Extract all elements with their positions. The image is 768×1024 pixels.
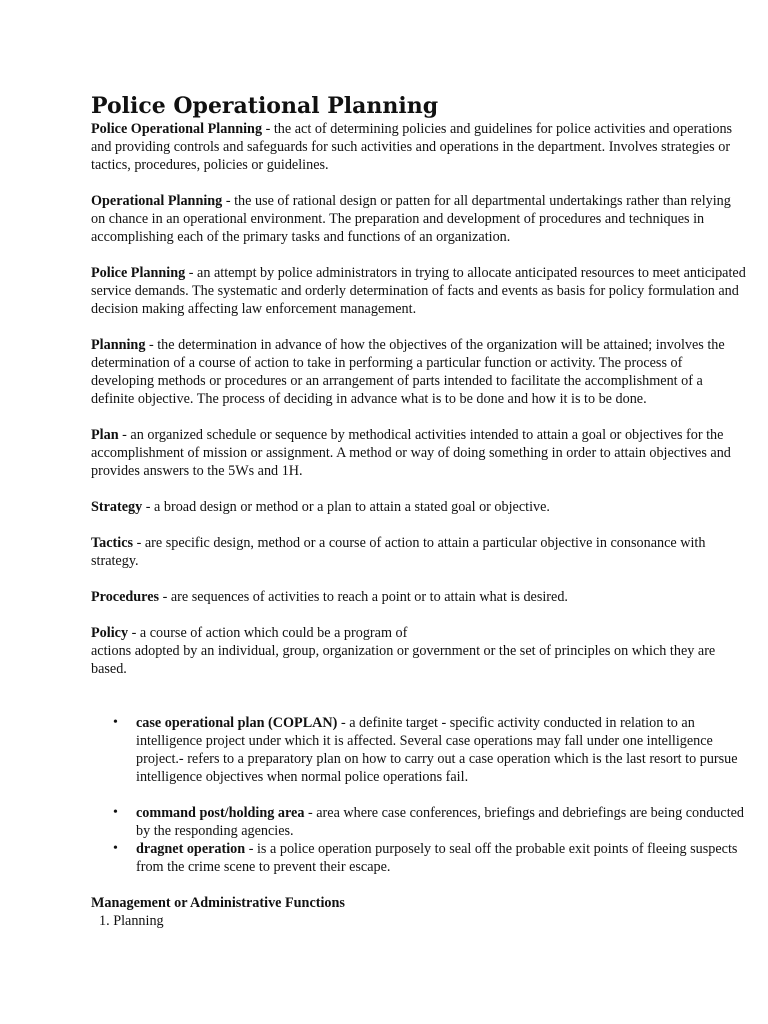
- definition-text: - a course of action which could be a program of: [128, 625, 408, 641]
- definition-term: Procedures: [91, 589, 160, 605]
- bullet-text: - is a police operation purposely to seal off the probable exit points of fleeing suspects: [245, 841, 738, 857]
- bullet-item-coplan: [91, 714, 768, 786]
- numbered-list: [91, 912, 768, 930]
- definition-text: - a broad design or method or a plan to attain a stated goal or objective.: [142, 499, 550, 515]
- definition-procedures: [91, 588, 768, 606]
- definition-term: Planning: [91, 337, 146, 353]
- page-title: Police Operational Planning: [91, 93, 439, 119]
- definition-planning: [91, 336, 768, 408]
- definition-line: accomplishing each of the primary tasks and functions of an organization.: [91, 229, 511, 245]
- definition-text: - the determination in advance of how the objectives of the organization will be attained; involves the: [145, 337, 725, 353]
- definition-line: [91, 336, 768, 354]
- definition-line: and providing controls and safeguards for such activities and operations in the department. Involves strategies or: [91, 139, 731, 155]
- definition-term: Police Operational Planning: [91, 121, 263, 137]
- definition-line: decision making affecting law enforcement management.: [91, 301, 417, 317]
- bullet-term: dragnet operation: [136, 841, 246, 857]
- definition-tactics: [91, 534, 768, 570]
- bullet-icon: •: [113, 841, 118, 856]
- definition-line: [91, 588, 768, 606]
- bullet-term: case operational plan (COPLAN): [136, 715, 338, 731]
- bullet-list: [91, 714, 768, 876]
- bullet-item-command-post: [91, 804, 768, 840]
- bullet-line: intelligence objectives when normal police operations fail.: [136, 769, 469, 785]
- definition-policy: [91, 624, 768, 678]
- definition-text: - the act of determining policies and guidelines for police activities and operations: [262, 121, 733, 137]
- definition-police-operational-planning: [91, 120, 768, 174]
- definition-term: Strategy: [91, 499, 143, 515]
- definition-line: [91, 534, 768, 552]
- definition-text: - are specific design, method or a course of action to attain a particular objective in consonance with: [133, 535, 706, 551]
- definition-text: - an organized schedule or sequence by methodical activities intended to attain a goal or objectives for the: [118, 427, 724, 443]
- definition-text: - an attempt by police administrators in trying to allocate anticipated resources to meet anticipated: [185, 265, 746, 281]
- numbered-item-planning: 1. Planning: [99, 913, 164, 929]
- bullet-line: from the crime scene to prevent their escape.: [136, 859, 391, 875]
- definition-line: [91, 498, 768, 516]
- definition-line: service demands. The systematic and orderly determination of facts and events as basis for policy formulation and: [91, 283, 739, 299]
- definition-line: actions adopted by an individual, group, organization or government or the set of principles on which they are: [91, 643, 716, 659]
- definition-line: accomplishment of mission or assignment. A method or way of doing something in order to attain objectives and: [91, 445, 731, 461]
- definition-police-planning: [91, 264, 768, 318]
- bullet-line: [136, 804, 768, 822]
- bullet-line: intelligence project under which it is affected. Several case operations may fall under one intelligence: [136, 733, 713, 749]
- definition-line: [91, 264, 768, 282]
- bullet-item-dragnet: [91, 840, 768, 876]
- bullet-line: [136, 714, 768, 732]
- definition-line: on chance in an operational environment. The preparation and development of procedures and techniques in: [91, 211, 705, 227]
- definition-line: determination of a course of action to take in performing a particular function or activity. The process of: [91, 355, 683, 371]
- definition-line: based.: [91, 661, 127, 677]
- bullet-line: [136, 840, 768, 858]
- definition-operational-planning: [91, 192, 768, 246]
- bullet-term: command post/holding area: [136, 805, 305, 821]
- section-heading: Management or Administrative Functions: [91, 895, 345, 911]
- bullet-icon: •: [113, 715, 118, 730]
- definition-line: developing methods or procedures or an arrangement of parts intended to facilitate the accomplishment of a: [91, 373, 703, 389]
- bullet-text: - area where case conferences, briefings and debriefings are being conducted: [304, 805, 745, 821]
- bullet-line: by the responding agencies.: [136, 823, 294, 839]
- definition-term: Police Planning: [91, 265, 186, 281]
- definition-line: [91, 426, 768, 444]
- definition-text: - the use of rational design or patten for all departmental undertakings rather than relying: [222, 193, 731, 209]
- definition-plan: [91, 426, 768, 480]
- definition-term: Tactics: [91, 535, 134, 551]
- definition-line: [91, 624, 768, 642]
- definition-term: Policy: [91, 625, 129, 641]
- definition-line: [91, 192, 768, 210]
- bullet-icon: •: [113, 805, 118, 820]
- definition-line: strategy.: [91, 553, 139, 569]
- definition-line: tactics, procedures, policies or guidelines.: [91, 157, 329, 173]
- definition-term: Plan: [91, 427, 119, 443]
- definition-line: [91, 120, 768, 138]
- definition-line: provides answers to the 5Ws and 1H.: [91, 463, 303, 479]
- definition-term: Operational Planning: [91, 193, 223, 209]
- definition-strategy: [91, 498, 768, 516]
- definition-text: - are sequences of activities to reach a point or to attain what is desired.: [159, 589, 568, 605]
- definition-line: definite objective. The process of deciding in advance what is to be done and how it is to be done.: [91, 391, 647, 407]
- bullet-text: - a definite target - specific activity conducted in relation to an: [337, 715, 695, 731]
- bullet-line: project.- refers to a preparatory plan on how to carry out a case operation which is the last resort to pursue: [136, 751, 738, 767]
- document-body: [91, 92, 768, 930]
